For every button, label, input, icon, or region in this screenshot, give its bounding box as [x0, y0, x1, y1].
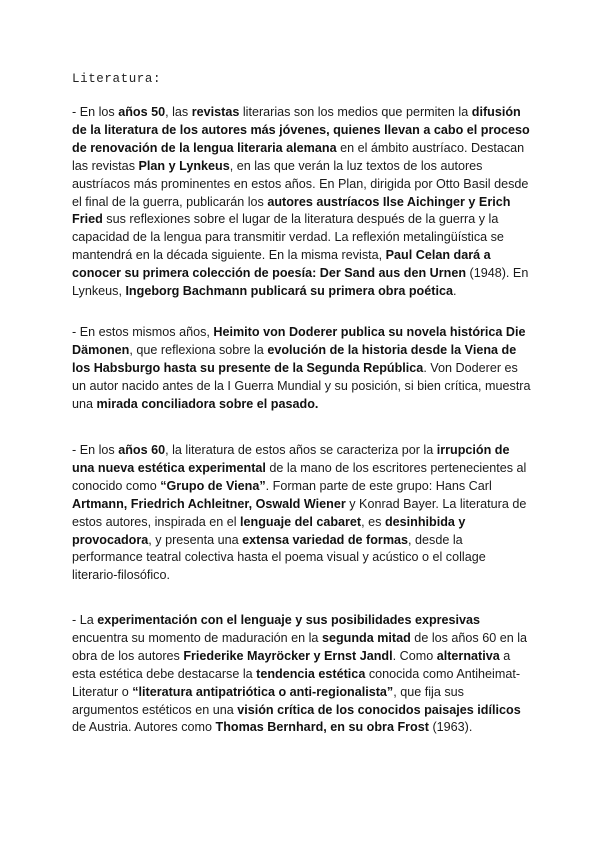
bold-text-run: Friederike Mayröcker y Ernst Jandl	[183, 648, 393, 663]
text-run: de Austria. Autores como	[72, 720, 216, 735]
bold-text-run: visión crítica de los conocidos paisajes idílicos	[237, 702, 521, 717]
text-run: (1948). En Lynkeus,	[72, 266, 529, 299]
text-run: - En los	[72, 443, 119, 457]
text-run: - La	[72, 613, 98, 627]
bold-text-run: Ingeborg Bachmann publicará su primera obra poética	[125, 284, 453, 299]
text-run: .	[452, 284, 457, 299]
paragraph-4	[72, 612, 532, 737]
bold-text-run: segunda mitad	[321, 630, 411, 645]
bold-text-run: mirada conciliadora sobre el pasado.	[96, 396, 319, 411]
bold-text-run: autores austríacos Ilse Aichinger y Erich Fried	[72, 194, 511, 227]
bold-text-run: difusión de la literatura de los autores más jóvenes, quienes llevan a cabo el proceso de renovación de la lengua literaria alemana	[72, 105, 530, 155]
bold-text-run: años 50	[118, 105, 166, 119]
text-run: , en las que verán la luz textos de los autores austríacos más prominentes en estos años. En Plan, dirigida por Otto Basil desde el final de la guerra, publicarán los	[72, 158, 529, 209]
bold-text-run: “Grupo de Viena”	[160, 478, 266, 493]
text-run: , las	[165, 105, 192, 119]
text-run: , desde la performance teatral colectiva hasta el poema visual y acústico o el collage literario-filosófico.	[72, 532, 486, 583]
paragraph-1	[72, 104, 532, 301]
text-run: y Konrad Bayer. La literatura de estos autores, inspirada en el	[72, 496, 527, 529]
text-run: . Forman parte de este grupo: Hans Carl	[265, 478, 492, 493]
text-run: , y presenta una	[148, 532, 243, 547]
bold-text-run: Paul Celan dará a conocer su primera colección de poesía: Der Sand aus den Urnen	[72, 248, 491, 281]
bold-text-run: Heimito von Doderer publica su novela histórica Die Dämonen	[72, 325, 526, 357]
text-run: en el ámbito austríaco. Destacan las revistas	[72, 140, 525, 173]
text-run: . Como	[392, 648, 437, 663]
bold-text-run: alternativa	[436, 648, 500, 663]
bold-text-run: tendencia estética	[256, 666, 366, 681]
bold-text-run: revistas	[191, 105, 240, 119]
text-run: sus reflexiones sobre el lugar de la literatura después de la guerra y la capacidad de la lengua para transmitir verdad. La reflexión metalingüística se mantendrá en la década siguiente. En la misma revista,	[72, 212, 504, 263]
text-run: , que fija sus argumentos estéticos en una	[72, 684, 464, 717]
section-heading: Literatura:	[72, 72, 162, 86]
text-run: (1963).	[428, 720, 473, 735]
text-run: - En estos mismos años,	[72, 325, 214, 339]
text-run: literarias son los medios que permiten la	[239, 105, 472, 119]
bold-text-run: Plan y Lynkeus	[138, 158, 230, 173]
text-run: encuentra su momento de maduración en la	[72, 630, 322, 645]
text-run: de los años 60 en la obra de los autores	[72, 630, 528, 663]
bold-text-run: evolución de la historia desde la Viena de los Habsburgo hasta su presente de la Segunda República	[72, 342, 517, 375]
bold-text-run: experimentación con el lenguaje y sus posibilidades expresivas	[97, 613, 481, 627]
text-run: , es	[361, 514, 385, 529]
text-run: de la mano de los escritores pertenecientes al conocido como	[72, 460, 527, 493]
bold-text-run: lenguaje del cabaret	[240, 514, 362, 529]
text-run: . Von Doderer es un autor nacido antes de la I Guerra Mundial y su posición, si bien crítica, muestra una	[72, 360, 531, 411]
paragraph-2	[72, 324, 532, 414]
text-run: , la literatura de estos años se caracteriza por la	[165, 443, 437, 457]
bold-text-run: desinhibida y provocadora	[72, 514, 466, 547]
bold-text-run: años 60	[118, 443, 166, 457]
paragraph-3	[72, 442, 532, 585]
text-run: - En los	[72, 105, 119, 119]
text-run: a esta estética debe destacarse la	[72, 648, 511, 681]
bold-text-run: Artmann, Friedrich Achleitner, Oswald Wiener	[72, 496, 346, 511]
text-run: , que reflexiona sobre la	[129, 342, 268, 357]
bold-text-run: Thomas Bernhard, en su obra Frost	[215, 720, 429, 735]
bold-text-run: irrupción de una nueva estética experimental	[72, 443, 510, 475]
text-run: conocida como Antiheimat-Literatur o	[72, 666, 521, 699]
bold-text-run: “literatura antipatriótica o anti-regionalista”	[132, 684, 394, 699]
bold-text-run: extensa variedad de formas	[242, 532, 409, 547]
